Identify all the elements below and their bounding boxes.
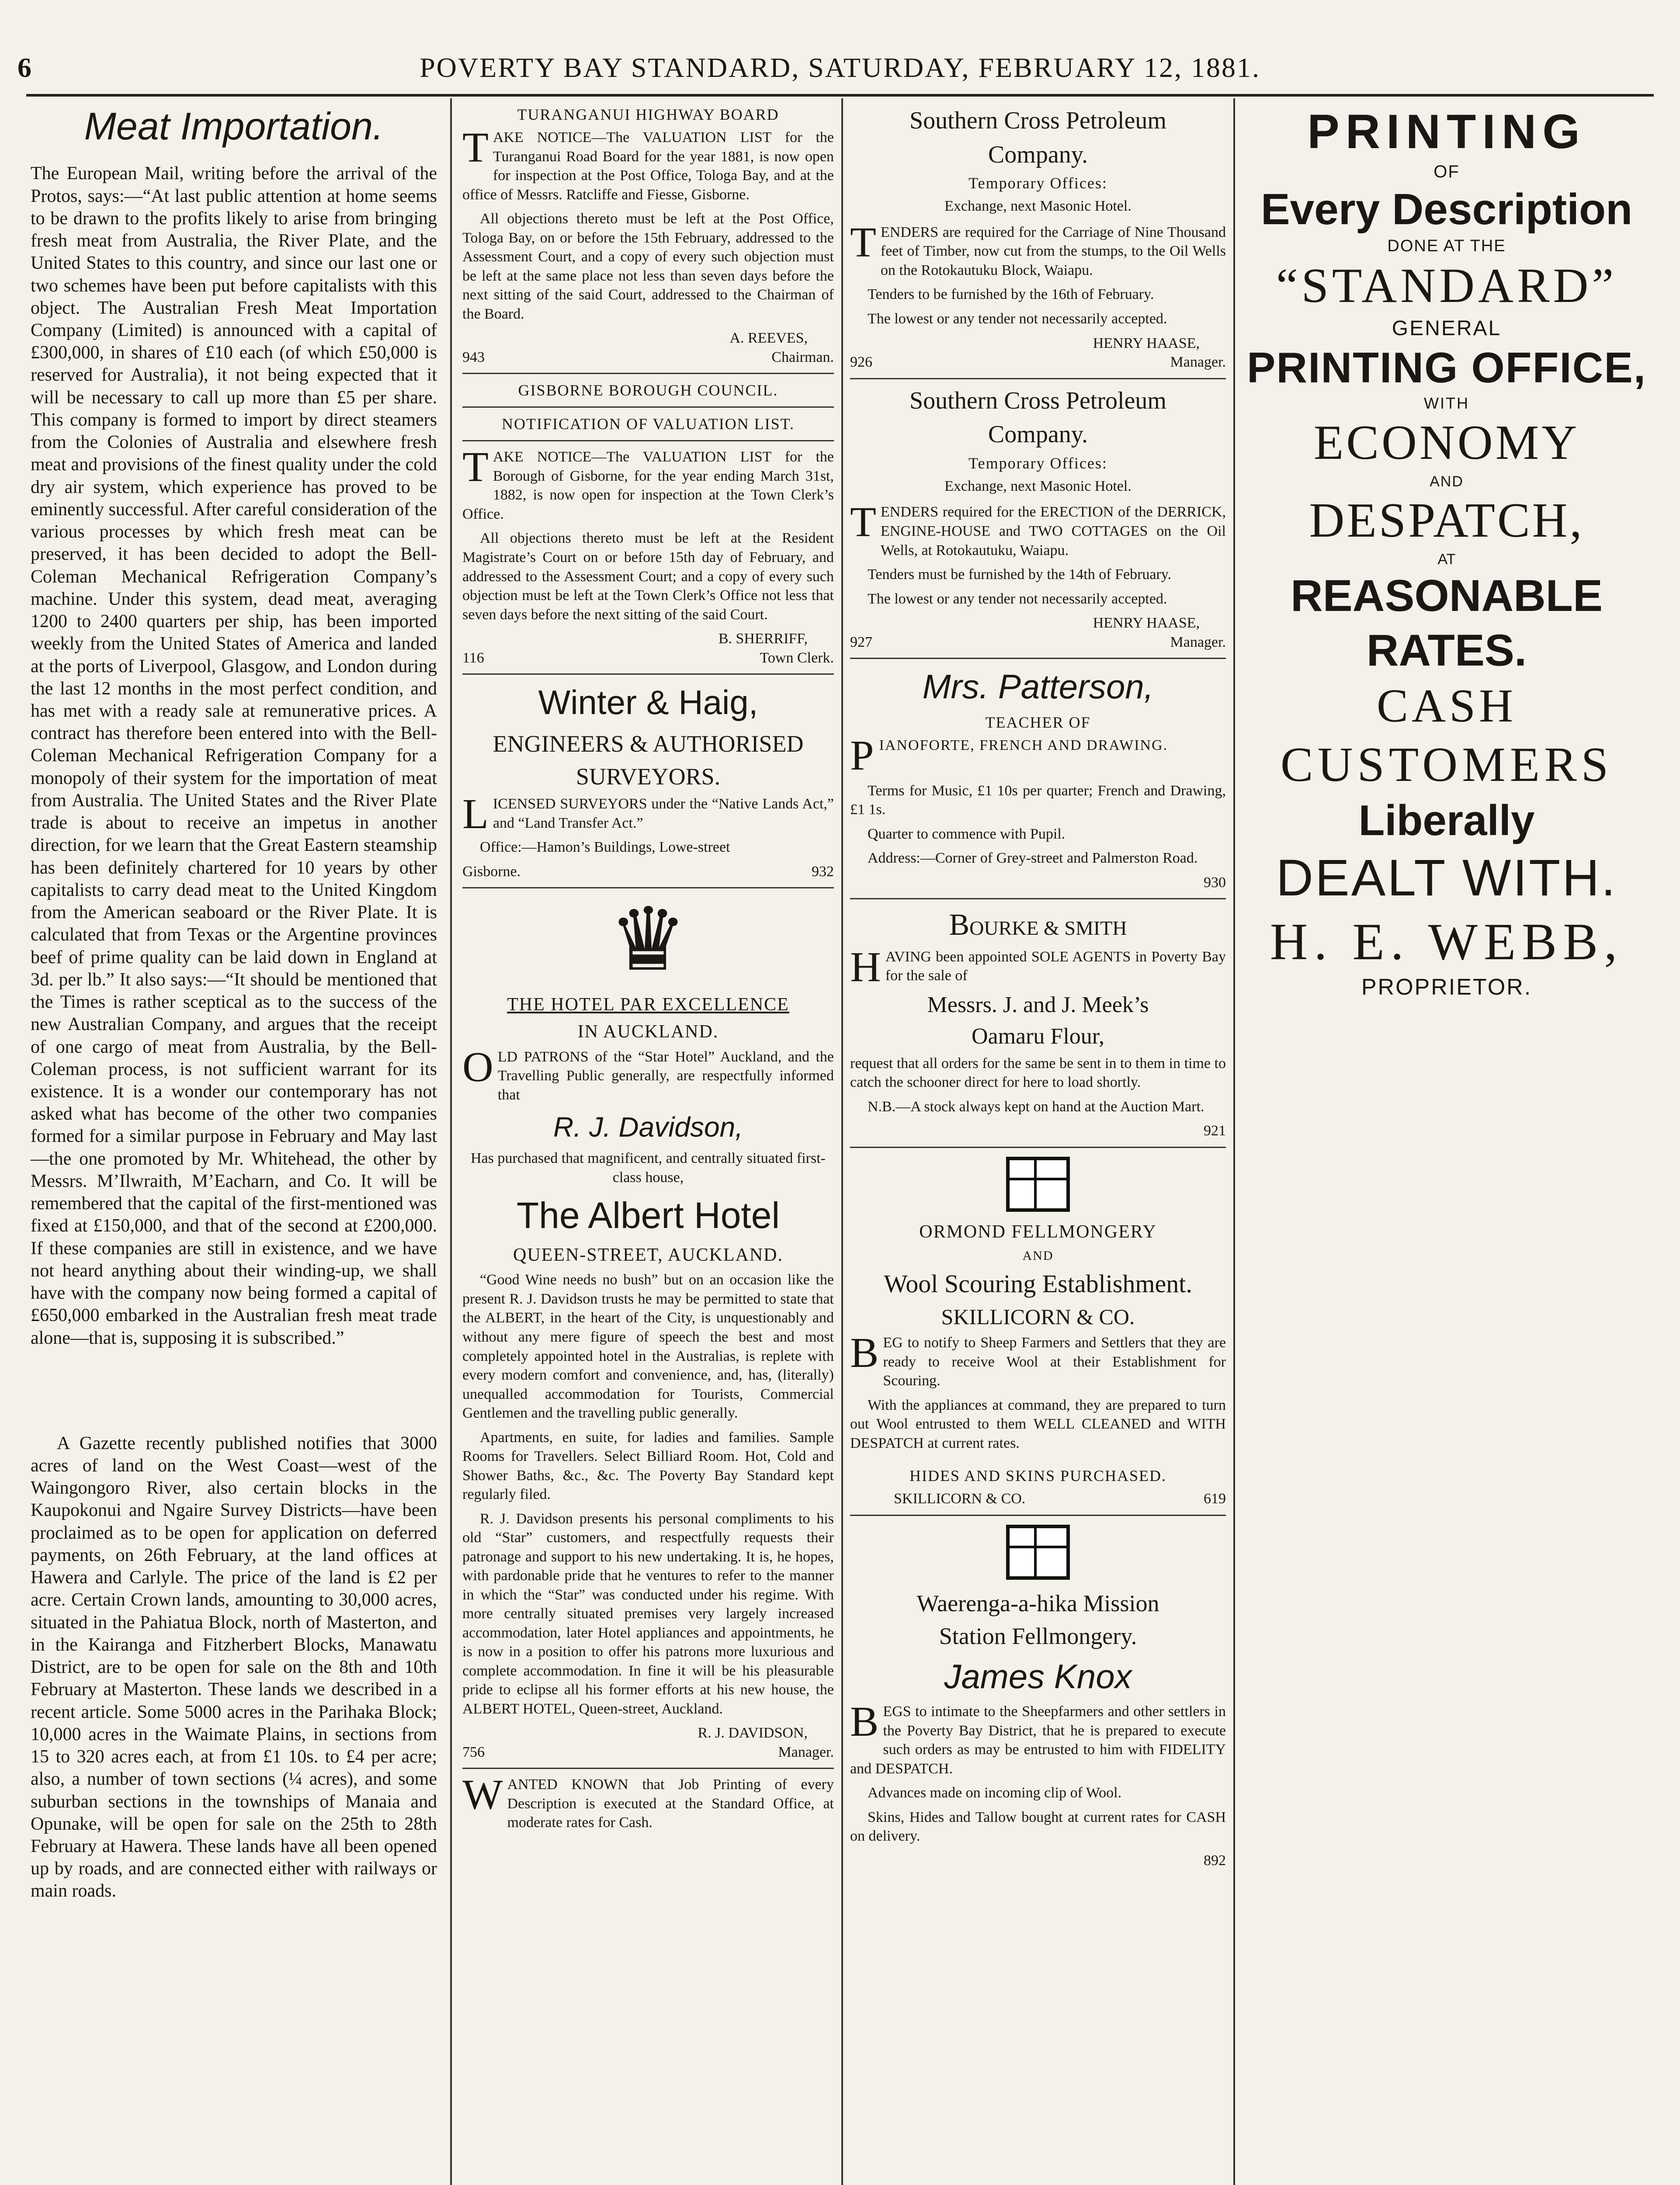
ad-number: 926: [850, 354, 872, 371]
ad-amenities: Apartments, en suite, for ladies and families. Sample Rooms for Travellers. Select Billiard Room. Hot, Cold and Shower Baths, &c., &c. The Poverty Bay Standard kept regularly filed.: [462, 1429, 834, 1503]
ad-product: Messrs. J. and J. Meek’s: [927, 992, 1149, 1017]
ad-heading: Wool Scouring Establishment.: [884, 1269, 1192, 1298]
ad-heading: Mrs. Patterson,: [922, 667, 1154, 706]
ad-heading: Waerenga-a-hika Mission: [916, 1590, 1159, 1616]
ad-heading: Southern Cross Petroleum: [909, 387, 1166, 414]
ad-place: Gisborne.: [462, 863, 521, 880]
ad-offices: Temporary Offices:: [968, 454, 1107, 472]
ad-albert-hotel: ♛ THE HOTEL PAR EXCELLENCE IN AUCKLAND. OLD PATRONS of the “Star Hotel” Auckland, and the Travelling Public generally, are respectfully informed that R. J. Davidson, Has purchased that magnificent, and centrally situated first-class house, The Albert Hotel QUEEN-STREET, AUCKLAND. “Good Wine needs no bush” but on an occasion like the present R. J. Davidson trusts he may be permitted to state that the ALBERT, in the heart of the City, is unquestionably and without any mere figure of speech the best and most completely appointed hotel in the Australias, is replete with every modern comfort and convenience, and, has, (literally) unequalled accommodation for Tourists, Commercial Gentlemen and the travelling public generally. Apartments, en suite, for ladies and families. Sample Rooms for Travellers. Select Billiard Room. Hot, Cold and Shower Baths, &c., &c. The Poverty Bay Standard kept regularly filed. R. J. Davidson presents his personal compliments to his old “Star” customers, and respectfully requests their patronage and support to his new undertaking. It is, he hopes, with pardonable pride that he ventures to refer to the manner in which the “Star” was conducted under his regime. With more centrally situated premises very largely increased accommodation, later Hotel appliances and appointments, he is now in a position to offer his patrons more luxurious and complete accommodation. In fine it will be his pleasurable pride to eclipse all his former efforts at his new house, the ALBERT HOTEL, Queen-street, Auckland. R. J. DAVIDSON, 756 Manager.: [462, 897, 834, 1762]
ad-office: Office:—Hamon’s Buildings, Lowe-street: [480, 839, 730, 856]
ad-street: QUEEN-STREET, AUCKLAND.: [513, 1245, 783, 1265]
ad-body: All objections thereto must be left at the Post Office, Tologa Bay, on or before the 15th February, addressed to the Assessment Court, and a copy of every such objection must be left at the same place not less than seven days before the next sitting of the said Court, addressed to the Chairman of the Board.: [462, 211, 834, 322]
ad-heading: THE HOTEL PAR EXCELLENCE: [507, 995, 789, 1015]
ad-proprietor-name: R. J. Davidson,: [553, 1111, 743, 1143]
ad-heading: Company.: [988, 421, 1088, 448]
wool-bale-icon: [1006, 1157, 1070, 1212]
column-divider: [450, 98, 452, 2185]
ad-body: All objections thereto must be left at the Resident Magistrate’s Court on or before 15th day of February, and addressed to the Assessment Court; and a copy of every such objection must be left at the Town Clerk’s Office not less that seven days before the next sitting of the said Court.: [462, 530, 834, 623]
ad-line: DESPATCH,: [1309, 493, 1584, 548]
divider: [850, 658, 1226, 659]
ad-line: PRINTING: [1307, 105, 1586, 159]
ad-signatory-role: Chairman.: [771, 349, 834, 365]
ad-winter-and-haig: Winter & Haig, ENGINEERS & AUTHORISED SURVEYORS. LICENSED SURVEYORS under the “Native Lands Act,” and “Land Transfer Act.” Office:—Hamon’s Buildings, Lowe-street Gisborne. 932: [462, 681, 834, 881]
wool-bale-icon: [1006, 1525, 1070, 1580]
ad-signatory-role: Manager.: [1170, 634, 1226, 650]
ad-signatory-role: Manager.: [778, 1744, 834, 1760]
divider: [850, 1515, 1226, 1516]
ad-signature: A. REEVES,: [729, 330, 808, 347]
ad-body: Tenders to be furnished by the 16th of February.: [868, 286, 1154, 303]
ad-body: Has purchased that magnificent, and centrally situated first-class house,: [471, 1150, 826, 1186]
ad-product: Oamaru Flour,: [971, 1024, 1105, 1049]
ad-body: Skins, Hides and Tallow bought at current rates for CASH on delivery.: [850, 1809, 1226, 1845]
ad-body: R. J. Davidson presents his personal compliments to his old “Star” customers, and respectfully requests their patronage and support to his new undertaking. It is, he hopes, with pardonable pride that he ventures to refer to the manner in which the “Star” was conducted under his regime. With more centrally situated premises very largely increased accommodation, later Hotel appliances and appointments, he is now in a position to offer his patrons more luxurious and complete accommodation. In fine it will be his pleasurable pride to eclipse all his former efforts at his new house, the ALBERT HOTEL, Queen-street, Auckland.: [462, 1510, 834, 1717]
ad-number: 892: [1204, 1852, 1226, 1869]
ad-address: Address:—Corner of Grey-street and Palmerston Road.: [868, 850, 1198, 867]
ad-number: 943: [462, 349, 485, 365]
page-number: 6: [17, 52, 31, 83]
masthead-rule: [26, 94, 1654, 97]
ad-body: EGS to intimate to the Sheepfarmers and other settlers in the Poverty Bay District, that he is prepared to execute such orders as may be entrusted to him with FIDELITY and DESPATCH.: [850, 1703, 1226, 1777]
ad-body: LD PATRONS of the “Star Hotel” Auckland, and the Travelling Public generally, are respectfully informed that: [497, 1048, 834, 1103]
printing-advertisement: [1241, 103, 1652, 1002]
ad-hotel-name: The Albert Hotel: [516, 1195, 780, 1236]
ad-mrs-patterson: Mrs. Patterson, TEACHER OF PIANOFORTE, FRENCH AND DRAWING. Terms for Music, £1 10s per quarter; French and Drawing, £1 1s. Quarter to commence with Pupil. Address:—Corner of Grey-street and Palmerston Road. 930: [850, 665, 1226, 892]
ad-heading: TURANGANUI HIGHWAY BOARD: [517, 106, 779, 123]
ad-line: AND: [1430, 473, 1464, 490]
ad-connector: AND: [1022, 1248, 1054, 1263]
ad-address: Exchange, next Masonic Hotel.: [944, 478, 1132, 494]
ad-body: AVING been appointed SOLE AGENTS in Poverty Bay for the sale of: [885, 948, 1226, 984]
ad-heading: Southern Cross Petroleum: [909, 107, 1166, 134]
ad-body: request that all orders for the same be sent in to them in time to catch the schooner direct for here to load shortly.: [850, 1055, 1226, 1091]
ad-terms: Terms for Music, £1 10s per quarter; French and Drawing, £1 1s.: [850, 782, 1226, 818]
article-column: [31, 103, 437, 1908]
ad-body: AKE NOTICE—The VALUATION LIST for the Turanganui Road Board for the year 1881, is now open for inspection at the Post Office, Tologa Bay, and at the office of Messrs. Ratcliffe and Fiesse, Gisborne.: [462, 129, 834, 203]
ad-number: 932: [812, 863, 834, 880]
ad-southern-cross-timber: Southern Cross Petroleum Company. Temporary Offices: Exchange, next Masonic Hotel. TENDERS are required for the Carriage of Nine Thousand feet of Timber, now cut from the stumps, to the Oil Wells on the Rotokautuku Block, Waiapu. Tenders to be furnished by the 16th of February. The lowest or any tender not necessarily accepted. HENRY HAASE, 926 Manager.: [850, 105, 1226, 372]
column-divider: [1233, 98, 1235, 2185]
article-paragraph: A Gazette recently published notifies that 3000 acres of land on the West Coast—west of the Waingongoro River, also certain blocks in the Kaupokonui and Ngaire Survey Districts—have been proclaimed as to be open for application on deferred payments, on 26th February, at the land offices at Hawera and Carlyle. The price of the land is £2 per acre. Certain Crown lands, amounting to 30,000 acres, situated in the Pahiatua Block, north of Masterton, and in the Kairanga and Fitzherbert Blocks, Manawatu District, are to be open for sale on the 8th and 10th February at Masterton. These lands we described in a recent article. Some 5000 acres in the Parihaka Block; 10,000 acres in the Waimate Plains, in sections from 15 to 320 acres each, at from £1 10s. to £4 per acre; also, a number of town sections (¼ acres), and some suburban sections in the townships of Manaia and Opunake, will be open for sale on the 25th to 28th February at Hawera. These lands have all been opened up by roads, and are connected either with railways or main roads.: [31, 1433, 437, 1901]
ad-firm: SKILLICORN & CO.: [941, 1304, 1135, 1329]
masthead: POVERTY BAY STANDARD, SATURDAY, FEBRUARY 12, 1881.: [420, 52, 1260, 83]
ad-line: REASONABLE RATES.: [1290, 571, 1603, 675]
article-title: Meat Importation.: [84, 104, 384, 148]
ad-subheading: ENGINEERS & AUTHORISED: [493, 730, 804, 757]
advertisement-column: [850, 103, 1226, 1870]
divider: [462, 1768, 834, 1769]
ad-body: The lowest or any tender not necessarily accepted.: [868, 311, 1167, 327]
ad-signature: HENRY HAASE,: [1093, 335, 1200, 351]
divider: [850, 1147, 1226, 1148]
ad-line: AT: [1437, 551, 1456, 568]
ad-subheading: NOTIFICATION OF VALUATION LIST.: [502, 415, 795, 433]
column-divider: [841, 98, 843, 2185]
divider: [462, 887, 834, 888]
divider: [462, 373, 834, 374]
ad-proprietor-name: James Knox: [944, 1657, 1132, 1696]
ad-number: 930: [1204, 874, 1226, 891]
ad-body: AKE NOTICE—The VALUATION LIST for the Borough of Gisborne, for the year ending March 31st, 1882, is now open for inspection at the Town Clerk’s Office.: [462, 449, 834, 522]
ad-body: Tenders must be furnished by the 14th of February.: [868, 566, 1172, 583]
ad-heading: Station Fellmongery.: [939, 1623, 1137, 1650]
ad-subheading: IN AUCKLAND.: [577, 1021, 719, 1042]
ad-heading: OURKE & SMITH: [969, 917, 1127, 940]
ad-body: The lowest or any tender not necessarily accepted.: [868, 590, 1167, 607]
royal-crest-icon: ♛: [609, 892, 687, 989]
ad-line: CASH: [1376, 680, 1517, 732]
ad-subheading: HIDES AND SKINS PURCHASED.: [909, 1467, 1167, 1485]
ad-body: “Good Wine needs no bush” but on an occasion like the present R. J. Davidson trusts he may be permitted to state that the ALBERT, in the heart of the City, is unquestionably and without any mere figure of speech the best and most completely appointed hotel in the Australias, is replete with every modern comfort and convenience, and, has, (literally) unequalled accommodation for Tourists, Commercial Gentlemen and the travelling public generally.: [462, 1272, 834, 1422]
ad-number: 927: [850, 634, 872, 650]
ad-signature: SKILLICORN & CO.: [894, 1491, 1026, 1507]
ad-note: N.B.—A stock always kept on hand at the Auction Mart.: [868, 1098, 1204, 1115]
ad-subheading: TEACHER OF: [985, 713, 1091, 731]
ad-line: ECONOMY: [1313, 415, 1580, 470]
divider: [462, 406, 834, 408]
ad-line: Liberally: [1358, 796, 1535, 845]
ad-bourke-smith: BOURKE & SMITH HAVING been appointed SOLE AGENTS in Poverty Bay for the sale of Messrs. J. and J. Meek’s Oamaru Flour, request that all orders for the same be sent in to them in time to catch the schooner direct for here to load shortly. N.B.—A stock always kept on hand at the Auction Mart. 921: [850, 905, 1226, 1141]
ad-body: ENDERS are required for the Carriage of Nine Thousand feet of Timber, now cut from the stumps, to the Oil Wells on the Rotokautuku Block, Waiapu.: [880, 224, 1226, 278]
ad-line: “STANDARD”: [1276, 259, 1618, 313]
ad-line: OF: [1434, 162, 1460, 182]
ad-signatory-role: Town Clerk.: [760, 649, 834, 666]
divider: [850, 898, 1226, 899]
ad-offices: Temporary Offices:: [968, 174, 1107, 192]
ad-heading: Winter & Haig,: [538, 683, 758, 722]
ad-southern-cross-erection: Southern Cross Petroleum Company. Temporary Offices: Exchange, next Masonic Hotel. TENDERS required for the ERECTION of the DERRICK, ENGINE-HOUSE and TWO COTTAGES on the Oil Wells, at Rotokautuku, Waiapu. Tenders must be furnished by the 14th of February. The lowest or any tender not necessarily accepted. HENRY HAASE, 927 Manager.: [850, 385, 1226, 652]
ad-heading: Company.: [988, 141, 1088, 168]
ad-line: WITH: [1424, 394, 1469, 413]
ad-body: ANTED KNOWN that Job Printing of every Description is executed at the Standard Office, at moderate rates for Cash.: [507, 1776, 834, 1831]
ad-signatory-role: Manager.: [1170, 354, 1226, 371]
ad-address: Exchange, next Masonic Hotel.: [944, 198, 1132, 215]
ad-signature: HENRY HAASE,: [1093, 615, 1200, 631]
ad-signature: B. SHERRIFF,: [718, 631, 808, 647]
ad-proprietor-name: H. E. WEBB,: [1270, 912, 1624, 971]
ad-number: 116: [462, 649, 484, 666]
ad-line: DEALT WITH.: [1276, 849, 1618, 907]
ad-heading: GISBORNE BOROUGH COUNCIL.: [518, 382, 778, 399]
ad-line: DONE AT THE: [1387, 236, 1506, 255]
ad-gisborne-borough-council: GISBORNE BOROUGH COUNCIL. NOTIFICATION OF VALUATION LIST. TAKE NOTICE—The VALUATION LIST for the Borough of Gisborne, for the year ending March 31st, 1882, is now open for inspection at the Town Clerk’s Office. All objections thereto must be left at the Resident Magistrate’s Court on or before 15th day of February, and addressed to the Assessment Court; and a copy of every such objection must be left at the Town Clerk’s Office not less that seven days before the next sitting of the said Court. B. SHERRIFF, 116 Town Clerk.: [462, 380, 834, 667]
ad-body: With the appliances at command, they are prepared to turn out Wool entrusted to them WELL CLEANED and WITH DESPATCH at current rates.: [850, 1397, 1226, 1451]
advertisement-column: TURANGANUI HIGHWAY BOARD TAKE NOTICE—The VALUATION LIST for the Turanganui Road Board for the year 1881, is now open for inspection at the Post Office, Tologa Bay, and at the office of Messrs. Ratcliffe and Fiesse, Gisborne. All objections thereto must be left at the Post Office, Tologa Bay, on or before the 15th February, addressed to the Assessment Court, and a copy of every such objection must be left at the same place not less than seven days before the next sitting of the said Court, addressed to the Chairman of the Board. A. REEVES, 943 Chairman. GISBORNE BOROUGH COUNCIL. NOTIFICATION OF VALUATION LIST. TAKE NOTICE—The VALUATION LIST for the Borough of Gisborne, for the year ending March 31st, 1882, is now open for inspection at the Town Clerk’s Office. All objections thereto must be left at the Resident Magistrate’s Court on or before 15th day of February, and addressed to the Assessment Court; and a copy of every such objection must be left at the Town Clerk’s Office not less that seven days before the next sitting of the said Court. B. SHERRIFF, 116 Town Clerk. Winter & Haig, ENGINEERS & AUTHORISED SURVEYORS. LICENSED SURVEYORS under the “Native Lands Act,” and “Land Transfer Act.” Office:—Hamon’s Buildings, Lowe-street Gisborne. 932 ♛ THE HOTEL PAR EXCELLENCE IN AUCKLAND. OLD PATRONS of the “Star Hotel” Auckland, and the Travelling Public generally, are respectfully informed that R. J. Davidson, Has purchased that magnificent, and centrally situated first-class house, The Albert Hotel QUEEN-STREET, AUCKLAND. “Good Wine needs no bush” but on an occasion like the present R. J. Davidson trusts he may be permitted to state that the ALBERT, in the heart of the City, is unquestionably and without any mere figure of speech the best and most completely appointed hotel in the Australias, is replete with every modern comfort and convenience, and, has, (literally) unequalled accommodation for Tourists, Commercial Gentlemen and the travelling public generally. Apartments, en suite, for ladies and families. Sample Rooms for Travellers. Select Billiard Room. Hot, Cold and Shower Baths, &c., &c. The Poverty Bay Standard kept regularly filed. R. J. Davidson presents his personal compliments to his old “Star” customers, and respectfully requests their patronage and support to his new undertaking. It is, he hopes, with pardonable pride that he ventures to refer to the manner in which the “Star” was conducted under his regime. With more centrally situated premises very largely increased accommodation, later Hotel appliances and appointments, he is now in a position to offer his patrons more luxurious and complete accommodation. In fine it will be his pleasurable pride to eclipse all his former efforts at his new house, the ALBERT HOTEL, Queen-street, Auckland. R. J. DAVIDSON, 756 Manager. WANTED KNOWN that Job Printing of every Description is executed at the Standard Office, at moderate rates for Cash.: [462, 103, 834, 1838]
ad-body: ENDERS required for the ERECTION of the DERRICK, ENGINE-HOUSE and TWO COTTAGES on the Oil Wells, at Rotokautuku, Waiapu.: [880, 504, 1226, 558]
ad-signature: R. J. DAVIDSON,: [698, 1725, 808, 1741]
ad-line: PROPRIETOR.: [1361, 975, 1532, 1000]
ad-waerenga-mission: Waerenga-a-hika Mission Station Fellmongery. James Knox BEGS to intimate to the Sheepfarmers and other settlers in the Poverty Bay District, that he is prepared to execute such orders as may be entrusted to him with FIDELITY and DESPATCH. Advances made on incoming clip of Wool. Skins, Hides and Tallow bought at current rates for CASH on delivery. 892: [850, 1525, 1226, 1870]
ad-heading: ORMOND FELLMONGERY: [919, 1221, 1157, 1242]
ad-number: 921: [1204, 1123, 1226, 1139]
ad-number: 756: [462, 1744, 485, 1760]
ad-line: CUSTOMERS: [1280, 737, 1613, 792]
ad-turanganui-highway-board: TURANGANUI HIGHWAY BOARD TAKE NOTICE—The VALUATION LIST for the Turanganui Road Board for the year 1881, is now open for inspection at the Post Office, Tologa Bay, and at the office of Messrs. Ratcliffe and Fiesse, Gisborne. All objections thereto must be left at the Post Office, Tologa Bay, on or before the 15th February, addressed to the Assessment Court, and a copy of every such objection must be left at the same place not less than seven days before the next sitting of the said Court, addressed to the Chairman of the Board. A. REEVES, 943 Chairman.: [462, 104, 834, 367]
ad-body: EG to notify to Sheep Farmers and Settlers that they are ready to receive Wool at their Establishment for Scouring.: [883, 1335, 1226, 1389]
divider: [850, 378, 1226, 379]
ad-line: PRINTING OFFICE,: [1247, 343, 1646, 392]
ad-body: ICENSED SURVEYORS under the “Native Lands Act,” and “Land Transfer Act.”: [493, 796, 834, 831]
ad-body: IANOFORTE, FRENCH AND DRAWING.: [879, 737, 1168, 753]
ad-body: Advances made on incoming clip of Wool.: [868, 1785, 1122, 1801]
ad-line: Every Description: [1260, 184, 1633, 234]
ad-number: 619: [1204, 1491, 1226, 1507]
ad-ormond-fellmongery: ORMOND FELLMONGERY AND Wool Scouring Establishment. SKILLICORN & CO. BEG to notify to Sheep Farmers and Settlers that they are ready to receive Wool at their Establishment for Scouring. With the appliances at command, they are prepared to turn out Wool entrusted to them WELL CLEANED and WITH DESPATCH at current rates. HIDES AND SKINS PURCHASED. SKILLICORN & CO. 619: [850, 1157, 1226, 1509]
ad-line: GENERAL: [1392, 316, 1502, 340]
ad-body: Quarter to commence with Pupil.: [868, 825, 1066, 842]
ad-subheading: SURVEYORS.: [576, 763, 721, 790]
article-paragraph: The European Mail, writing before the arrival of the Protos, says:—“At last public attention at home seems to be drawn to the profits likely to arise from bringing fresh meat from Australia, the River Plate, and the United States to this country, and since our last one or two schemes have been put before capitalists with this object. The Australian Fresh Meat Importation Company (Limited) is announced with a capital of £300,000, in shares of £10 each (of which £50,000 is reserved for Australia), it not being expected that it will be necessary to call up more than £5 per share. This company is formed to import by direct steamers from the Colonies of Australia and elsewhere fresh meat and provisions of the finest quality under the cold dry air system, which experience has proved to be eminently successful. After careful consideration of the various processes by which fresh meat can be preserved, it has been decided to adopt the Bell-Coleman Mechanical Refrigeration Company’s machine. Under this system, dead meat, averaging 1200 to 2400 quarters per ship, has been imported weekly from the United States of America and landed at the ports of Liverpool, Glasgow, and London during the last 12 months in the most perfect condition, and has met with a ready sale at remunerative prices. A contract has therefore been entered into with the Bell-Coleman Mechanical Refrigeration Company for a monopoly of their system for the importation of meat from Australia. The United States and the River Plate trade is about to receive an impetus in another direction, for we learn that the Great Eastern steamship has been definitely chartered for 10 years by other capitalists to carry dead meat to the United Kingdom from the American seaboard or the River Plate. It is calculated that from Texas or the Argentine provinces beef of prime quality can be laid down in England at 3d. per lb.” It also says:—“It should be mentioned that the Times is rather sceptical as to the success of the new Australian Company, and argues that the receipt of one cargo of meat from Australia, by the Bell-Coleman process, is not sufficient warrant for its existence. It is a wonder our contemporary has not asked what has become of the other two companies formed for a similar purpose in February and May last—the one promoted by Mr. Whitehead, the other by Messrs. M’Ilwraith, M’Eacharn, and Co. It will be remembered that the capital of the first-mentioned was fixed at £150,000, and that of the second at £200,000. If these companies are still in existence, and we have not heard anything about their winding-up, we shall have with the company now being formed a capital of £650,000 embarked in the Australian fresh meat trade alone—that is, supposing it is subscribed.”: [31, 163, 437, 1348]
divider: [462, 673, 834, 675]
divider: [462, 440, 834, 441]
